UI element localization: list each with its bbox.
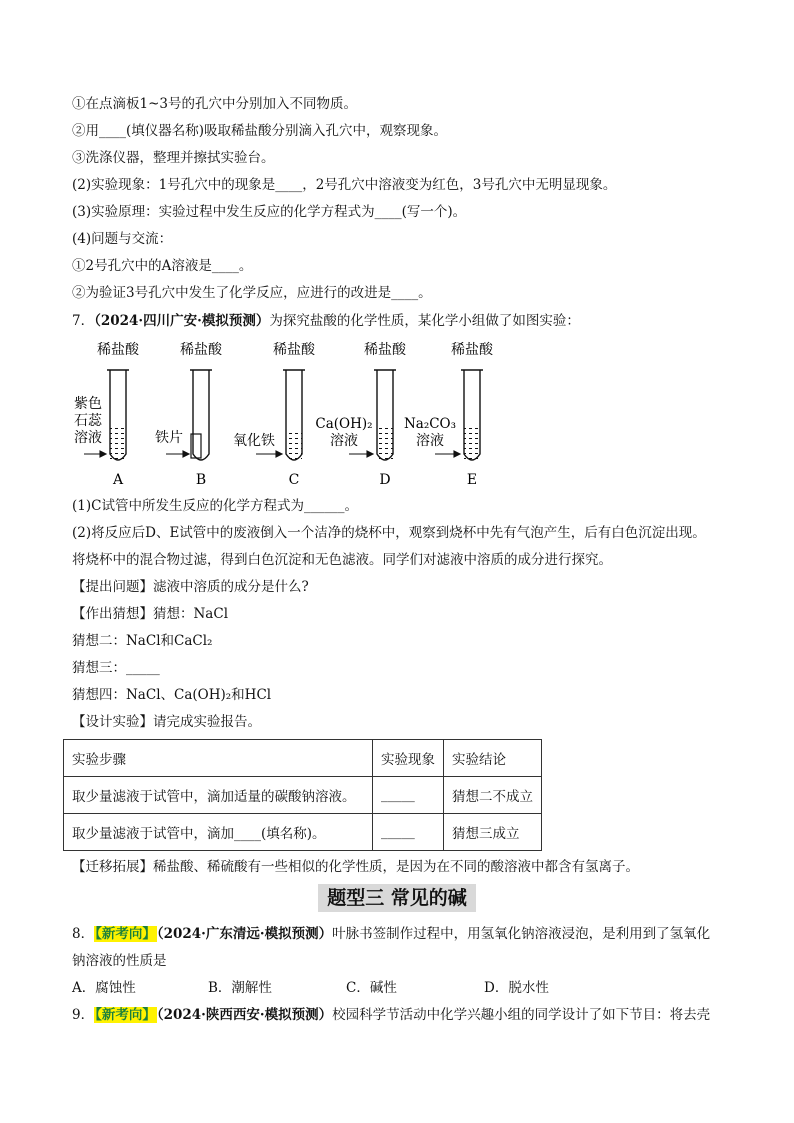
table-cell: 猜想三成立	[444, 814, 542, 851]
q6-principle: (3)实验原理：实验过程中发生反应的化学方程式为____(写一个)。	[72, 204, 467, 220]
section-title: 题型三 常见的碱	[318, 884, 476, 912]
q7-design: 【设计实验】请完成实验报告。	[72, 714, 261, 730]
q8-tag: 【新考向】	[95, 926, 156, 942]
tube-letter-a: A	[112, 472, 124, 488]
q7-source: （2024·四川广安·模拟预测）	[94, 313, 270, 329]
q7-part2-line1: (2)将反应后D、E试管中的废液倒入一个洁净的烧杯中，观察到烧杯中先有气泡产生，后有白色沉淀出现。	[72, 525, 706, 541]
q7-part2-line2: 将烧杯中的混合物过滤，得到白色沉淀和无色滤液。同学们对滤液中溶质的成分进行探究。	[72, 552, 612, 568]
q7-extension: 【迁移拓展】稀盐酸、稀硫酸有一些相似的化学性质，是因为在不同的酸溶液中都含有氢离子。	[72, 859, 639, 875]
table-cell: 取少量滤液于试管中，滴加适量的碳酸钠溶液。	[64, 777, 373, 814]
q7-guess1: 【作出猜想】猜想：NaCl	[72, 606, 229, 622]
reagent-e-line2: 溶液	[416, 433, 444, 449]
q9-source: （2024·陕西西安·模拟预测）	[156, 1007, 333, 1023]
reagent-d-line1: Ca(OH)₂	[315, 416, 373, 432]
q8-stem-line1	[72, 924, 710, 944]
q6-step3: ③洗涤仪器，整理并擦拭实验台。	[72, 150, 275, 166]
q8-stem-line2: 钠溶液的性质是	[72, 953, 167, 969]
table-header: 实验结论	[444, 740, 542, 777]
table-cell: 取少量滤液于试管中，滴加____(填名称)。	[64, 814, 373, 851]
table-header: 实验现象	[373, 740, 444, 777]
q7-guess3: 猜想三：_____	[72, 660, 160, 676]
q6-step2: ②用____(填仪器名称)吸取稀盐酸分别滴入孔穴中，观察现象。	[72, 123, 448, 139]
q6-step1: ①在点滴板1~3号的孔穴中分别加入不同物质。	[72, 96, 357, 112]
q7-guess2: 猜想二：NaCl和CaCl₂	[72, 633, 213, 649]
q9-tag: 【新考向】	[95, 1007, 156, 1023]
test-tube-a	[107, 370, 129, 460]
experiment-report-table	[63, 739, 542, 851]
reagent-a-line1: 紫色	[74, 396, 102, 412]
q7-part1: (1)C试管中所发生反应的化学方程式为______。	[72, 498, 358, 514]
q8-option-a: A．腐蚀性	[72, 980, 136, 996]
test-tube-d	[374, 370, 396, 460]
table-row	[64, 777, 542, 814]
tube-letter-e: E	[466, 472, 478, 488]
acid-label-b: 稀盐酸	[180, 342, 222, 358]
q9-stem: 校园科学节活动中化学兴趣小组的同学设计了如下节目：将去壳	[332, 1007, 711, 1023]
q9-stem-line	[72, 1005, 710, 1025]
reagent-c: 氧化铁	[233, 433, 275, 449]
q7-question: 【提出问题】滤液中溶质的成分是什么?	[72, 579, 309, 595]
test-tube-b	[190, 370, 212, 460]
q8-option-d: D．脱水性	[484, 980, 549, 996]
reagent-b: 铁片	[155, 430, 183, 446]
tube-letter-d: D	[379, 472, 391, 488]
reagent-a-line3: 溶液	[74, 430, 102, 446]
table-cell: _____	[373, 777, 444, 814]
tube-letter-c: C	[288, 472, 300, 488]
tube-letter-b: B	[195, 472, 207, 488]
acid-label-e: 稀盐酸	[451, 342, 493, 358]
reagent-a-line2: 石蕊	[74, 413, 102, 429]
acid-label-d: 稀盐酸	[364, 342, 406, 358]
q7-number: 7．	[72, 313, 95, 329]
test-tube-c	[283, 370, 305, 460]
q6-discussion: (4)问题与交流：	[72, 231, 173, 247]
q9-number: 9．	[72, 1007, 95, 1023]
q7-guess4: 猜想四：NaCl、Ca(OH)₂和HCl	[72, 687, 272, 703]
test-tube-figure	[66, 336, 506, 494]
acid-label-c: 稀盐酸	[273, 342, 315, 358]
reagent-e-line1: Na₂CO₃	[403, 416, 457, 432]
table-header-row	[64, 740, 542, 777]
q8-stem: 叶脉书签制作过程中，用氢氧化钠溶液浸泡，是利用到了氢氧化	[332, 926, 711, 942]
q7-stem-line	[72, 311, 580, 331]
table-cell: 猜想二不成立	[444, 777, 542, 814]
test-tube-e	[461, 370, 483, 460]
q8-option-c: C．碱性	[346, 980, 397, 996]
q8-number: 8．	[72, 926, 95, 942]
table-header: 实验步骤	[64, 740, 373, 777]
q7-stem: 为探究盐酸的化学性质，某化学小组做了如图实验：	[269, 313, 580, 329]
q6-discussion-2: ②为验证3号孔穴中发生了化学反应，应进行的改进是____。	[72, 285, 432, 301]
table-row	[64, 814, 542, 851]
q8-source: （2024·广东清远·模拟预测）	[156, 926, 333, 942]
table-cell: _____	[373, 814, 444, 851]
q6-discussion-1: ①2号孔穴中的A溶液是____。	[72, 258, 253, 274]
acid-label-a: 稀盐酸	[97, 342, 139, 358]
q8-option-b: B．潮解性	[208, 980, 272, 996]
q6-phenomenon: (2)实验现象：1号孔穴中的现象是____，2号孔穴中溶液变为红色，3号孔穴中无明显现象。	[72, 177, 617, 193]
reagent-d-line2: 溶液	[330, 433, 358, 449]
